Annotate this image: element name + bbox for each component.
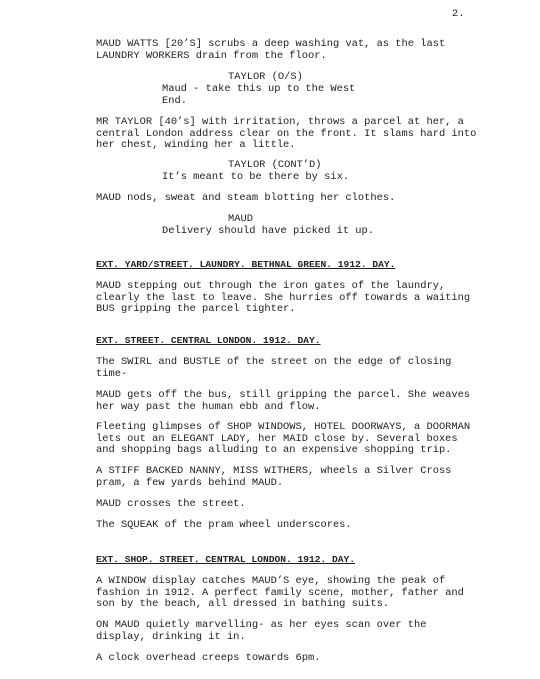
action-line: A STIFF BACKED NANNY, MISS WITHERS, wheels a Silver Cross pram, a few yards behind MAUD.: [96, 465, 452, 489]
action-line: MAUD WATTS [20’S] scrubs a deep washing vat, as the last LAUNDRY WORKERS drain from the floor.: [96, 38, 446, 62]
action-line: MAUD nods, sweat and steam blotting her clothes.: [96, 192, 396, 204]
action-line: The SWIRL and BUSTLE of the street on the edge of closing time-: [96, 356, 452, 380]
character-cue: TAYLOR (CONT’D): [228, 159, 322, 171]
action-line: Fleeting glimpses of SHOP WINDOWS, HOTEL DOORWAYS, a DOORMAN lets out an ELEGANT LADY, her MAID close by. Several boxes and shopping bags alluding to an expensive shopping trip.: [96, 421, 471, 457]
dialogue-line: It’s meant to be there by six.: [162, 171, 350, 183]
action-line: The SQUEAK of the pram wheel underscores.: [96, 519, 352, 531]
scene-heading: EXT. SHOP. STREET. CENTRAL LONDON. 1912. DAY.: [96, 554, 356, 565]
dialogue-line: Maud - take this up to the West End.: [162, 83, 356, 107]
action-line: A WINDOW display catches MAUD’S eye, showing the peak of fashion in 1912. A perfect family scene, mother, father and son by the beach, all dressed in bathing suits.: [96, 575, 464, 611]
action-line: A clock overhead creeps towards 6pm.: [96, 652, 321, 664]
scene-heading: EXT. YARD/STREET. LAUNDRY. BETHNAL GREEN. 1912. DAY.: [96, 259, 396, 270]
action-line: MAUD gets off the bus, still gripping the parcel. She weaves her way past the human ebb and flow.: [96, 389, 471, 413]
action-line: MAUD stepping out through the iron gates of the laundry, clearly the last to leave. She hurries off towards a waiting BUS gripping the parcel tighter.: [96, 280, 471, 316]
scene-heading: EXT. STREET. CENTRAL LONDON. 1912. DAY.: [96, 335, 321, 346]
action-line: ON MAUD quietly marvelling- as her eyes scan over the display, drinking it in.: [96, 619, 427, 643]
action-line: MR TAYLOR [40’s] with irritation, throws a parcel at her, a central London address clear on the front. It slams hard into her chest, winding her a little.: [96, 116, 477, 152]
character-cue: TAYLOR (O/S): [228, 71, 303, 83]
action-line: MAUD crosses the street.: [96, 498, 246, 510]
character-cue: MAUD: [228, 213, 253, 225]
page-number: 2.: [452, 8, 465, 20]
dialogue-line: Delivery should have picked it up.: [162, 225, 375, 237]
